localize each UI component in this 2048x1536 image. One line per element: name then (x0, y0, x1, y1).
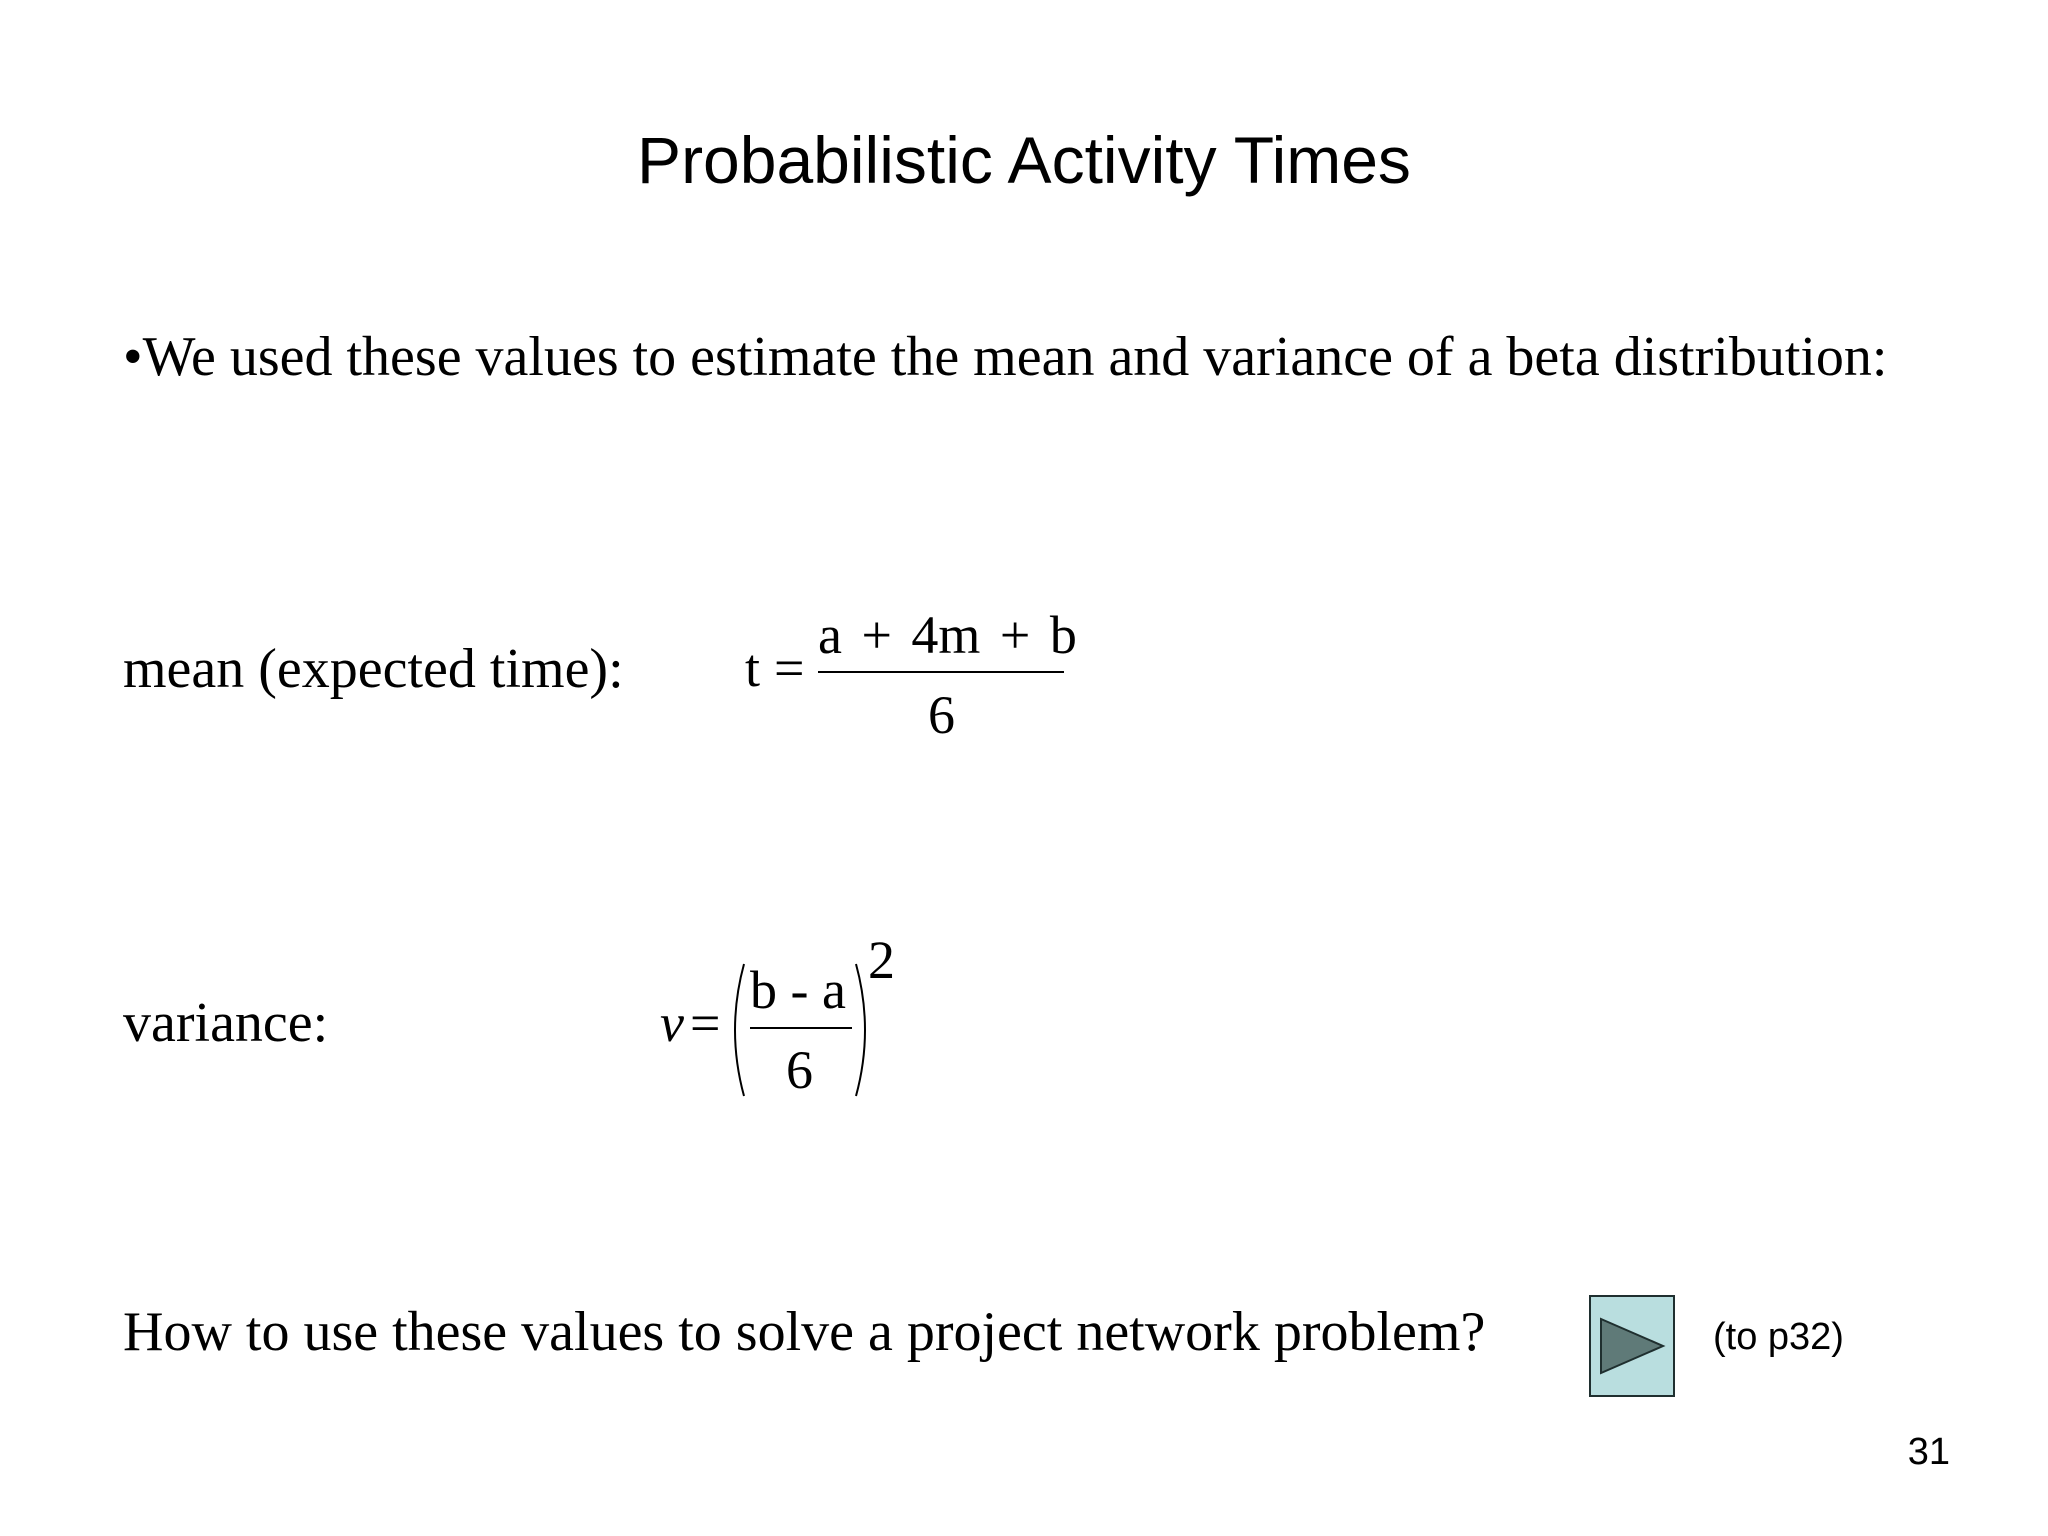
bullet-text: •We used these values to estimate the mean and variance of a beta distribution: (123, 326, 1888, 388)
slide-title: Probabilistic Activity Times (637, 123, 1411, 197)
next-page-button[interactable] (1589, 1295, 1675, 1397)
mean-formula-denominator: 6 (928, 685, 955, 745)
mean-formula-fraction-bar (818, 671, 1064, 673)
variance-formula-lhs: v (660, 993, 684, 1053)
variance-formula-fraction-bar (750, 1027, 852, 1029)
variance-formula-denominator: 6 (786, 1040, 813, 1100)
variance-formula-equals: = (690, 993, 721, 1053)
variance-label: variance: (123, 992, 329, 1054)
variance-left-paren (724, 960, 748, 1100)
variance-formula-numerator: b - a (750, 960, 846, 1020)
mean-formula-equals: = (774, 638, 805, 698)
mean-formula-numerator: a + 4m + b (818, 605, 1077, 665)
question-text: How to use these values to solve a project network problem? (123, 1301, 1486, 1363)
page-number: 31 (1907, 1431, 1950, 1473)
mean-formula-lhs: t (745, 638, 761, 698)
play-arrow-icon (1591, 1297, 1673, 1395)
nav-note: (to p32) (1713, 1316, 1844, 1358)
mean-label: mean (expected time): (123, 638, 624, 700)
variance-formula-exponent: 2 (868, 930, 895, 990)
